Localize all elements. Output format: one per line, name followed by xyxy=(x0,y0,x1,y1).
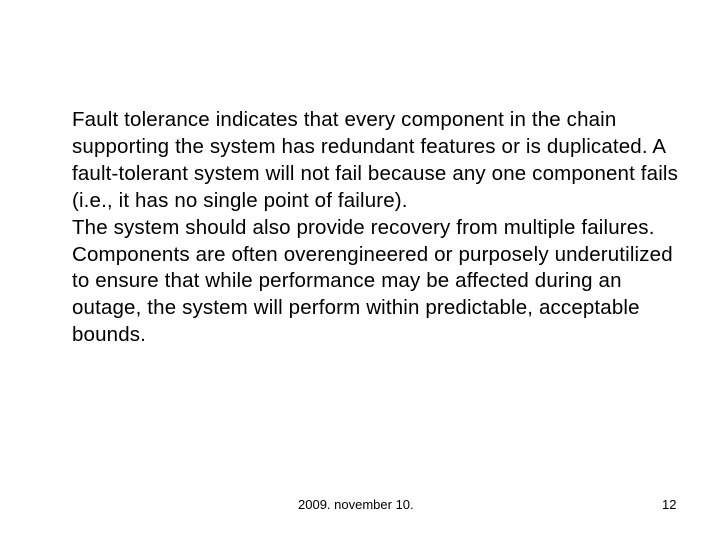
paragraph-fault-tolerance-definition: Fault tolerance indicates that every component in the chain supporting the system has redundant features or is duplicated. A fault-tolerant system will not fail because any one component fails (i.e., it has no single point of failure). xyxy=(72,108,679,212)
slide-body xyxy=(72,107,692,349)
paragraph-overengineering: Components are often overengineered or purposely underutilized to ensure that while performance may be affected during an outage, the system will perform within predictable, acceptable bounds. xyxy=(72,242,673,347)
page-number: 12 xyxy=(662,497,677,512)
paragraph-recovery: The system should also provide recovery from multiple failures. xyxy=(72,215,655,239)
footer-date: 2009. november 10. xyxy=(298,497,414,512)
